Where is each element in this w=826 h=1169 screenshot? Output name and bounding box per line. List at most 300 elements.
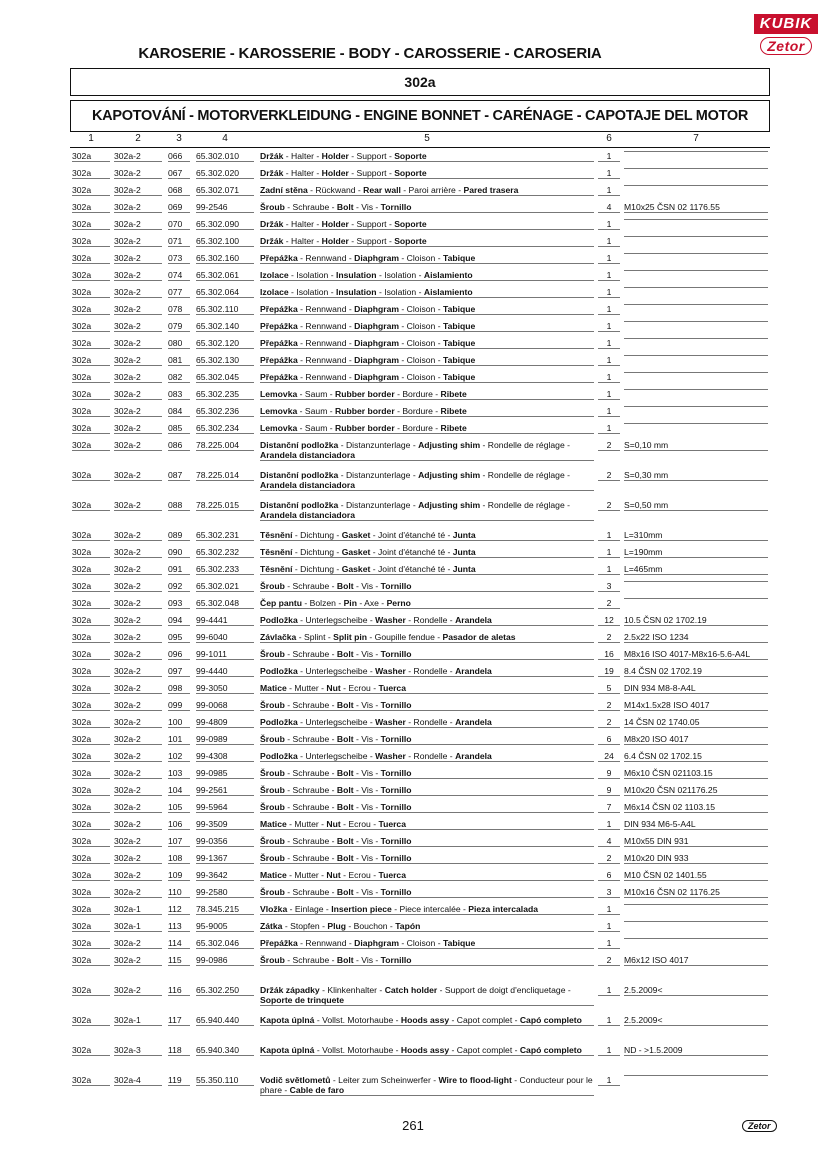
description-part: - Support -	[348, 236, 395, 246]
table-row	[70, 500, 770, 530]
description-part: Soporte	[394, 151, 427, 161]
cell-description	[260, 338, 594, 349]
cell-c2: 302a-2	[114, 887, 162, 898]
cell-c6: 9	[598, 785, 620, 796]
description-part: Capó completo	[519, 1045, 582, 1055]
cell-c1: 302a	[72, 598, 110, 609]
cell-description	[260, 938, 594, 949]
cell-c6: 12	[598, 615, 620, 626]
table-row	[70, 938, 770, 955]
cell-c7: M6x14 ČSN 02 1103.15	[624, 802, 768, 813]
cell-c1: 302a	[72, 785, 110, 796]
cell-description	[260, 500, 594, 521]
cell-c6: 1	[598, 1075, 620, 1086]
description-part: Holder	[321, 168, 349, 178]
description-part: - Ecrou -	[340, 870, 379, 880]
cell-c1: 302a	[72, 985, 110, 996]
table-row	[70, 581, 770, 598]
cell-c1: 302a	[72, 321, 110, 332]
cell-c4: 99-2546	[196, 202, 254, 213]
cell-c2: 302a-2	[114, 168, 162, 179]
cell-c6: 1	[598, 287, 620, 298]
cell-c7	[624, 598, 768, 599]
cell-c3: 101	[168, 734, 190, 745]
description-part: Tabique	[442, 355, 476, 365]
description-part: - Schraube -	[284, 955, 337, 965]
description-part: - Isolation -	[288, 270, 336, 280]
cell-c6: 24	[598, 751, 620, 762]
description-part: Diaphgram	[354, 372, 400, 382]
cell-c7	[624, 389, 768, 390]
description-part: Matice	[260, 819, 287, 829]
description-part: Závlačka	[260, 632, 297, 642]
cell-c6: 1	[598, 270, 620, 281]
cell-c2: 302a-2	[114, 581, 162, 592]
table-row	[70, 985, 770, 1015]
description-part: Šroub	[260, 785, 285, 795]
cell-description	[260, 768, 594, 779]
cell-c2: 302a-2	[114, 270, 162, 281]
cell-description	[260, 700, 594, 711]
description-part: - Rondelle de réglage -	[480, 440, 570, 450]
cell-c4: 99-3642	[196, 870, 254, 881]
cell-c3: 094	[168, 615, 190, 626]
cell-c2: 302a-2	[114, 985, 162, 996]
description-part: Izolace	[260, 287, 289, 297]
table-row	[70, 270, 770, 287]
cell-c7: M10 ČSN 02 1401.55	[624, 870, 768, 881]
cell-c7: L=465mm	[624, 564, 768, 575]
description-part: Tornillo	[380, 887, 412, 897]
cell-c2: 302a-2	[114, 955, 162, 966]
cell-description	[260, 955, 594, 966]
description-part: - Ecrou -	[340, 819, 379, 829]
cell-c7: 2.5.2009<	[624, 985, 768, 996]
description-part: - Schraube -	[284, 700, 337, 710]
cell-description	[260, 683, 594, 694]
cell-c1: 302a	[72, 904, 110, 915]
description-part: Diaphgram	[354, 253, 400, 263]
cell-c4: 95-9005	[196, 921, 254, 932]
description-part: - Rennwand -	[297, 372, 355, 382]
description-part: Bolt	[336, 802, 354, 812]
cell-c2: 302a-2	[114, 683, 162, 694]
description-part: Držák	[260, 219, 284, 229]
table-row	[70, 202, 770, 219]
description-part: Distanční podložka	[260, 440, 339, 450]
cell-c7	[624, 321, 768, 322]
cell-c1: 302a	[72, 717, 110, 728]
description-part: - Vis -	[353, 768, 381, 778]
description-part: Tapón	[395, 921, 421, 931]
description-part: - Joint d'étanché té -	[370, 530, 453, 540]
cell-c6: 6	[598, 734, 620, 745]
description-part: Šroub	[260, 768, 285, 778]
cell-description	[260, 836, 594, 847]
cell-c1: 302a	[72, 219, 110, 230]
cell-c1: 302a	[72, 253, 110, 264]
cell-c3: 074	[168, 270, 190, 281]
cell-c6: 16	[598, 649, 620, 660]
cell-c2: 302a-2	[114, 547, 162, 558]
cell-c2: 302a-2	[114, 785, 162, 796]
cell-c2: 302a-2	[114, 853, 162, 864]
description-part: Nut	[326, 819, 341, 829]
cell-c1: 302a	[72, 500, 110, 511]
cell-description	[260, 440, 594, 461]
description-part: - Halter -	[283, 151, 322, 161]
description-part: - Schraube -	[284, 802, 337, 812]
description-part: Washer	[375, 717, 406, 727]
cell-description	[260, 666, 594, 677]
cell-description	[260, 202, 594, 213]
cell-description	[260, 304, 594, 315]
cell-c3: 109	[168, 870, 190, 881]
description-part: Diaphgram	[354, 321, 400, 331]
cell-description	[260, 870, 594, 881]
cell-c7: M10x25 ČSN 02 1176.55	[624, 202, 768, 213]
column-header: 5	[424, 133, 430, 144]
description-part: Vodič světlometů	[260, 1075, 331, 1085]
description-part: Arandela distanciadora	[260, 510, 356, 520]
cell-c6: 2	[598, 955, 620, 966]
table-row	[70, 870, 770, 887]
cell-c4: 65.302.046	[196, 938, 254, 949]
cell-c6: 2	[598, 700, 620, 711]
cell-c4: 65.302.064	[196, 287, 254, 298]
cell-c1: 302a	[72, 887, 110, 898]
description-part: - Axe -	[356, 598, 387, 608]
description-part: - Vis -	[353, 734, 381, 744]
zetor-logo: Zetor	[760, 37, 812, 55]
cell-c7: 14 ČSN 02 1740.05	[624, 717, 768, 728]
description-part: Tornillo	[380, 768, 412, 778]
cell-c7: S=0,10 mm	[624, 440, 768, 451]
cell-c6: 1	[598, 372, 620, 383]
cell-c7	[624, 219, 768, 220]
description-part: - Unterlegscheibe -	[297, 615, 376, 625]
page-title: KAROSERIE - KAROSSERIE - BODY - CAROSSERIE - CAROSERIA	[138, 45, 602, 62]
description-part: Rubber border	[335, 406, 395, 416]
description-part: Adjusting shim	[418, 470, 481, 480]
column-header: 2	[135, 133, 141, 144]
cell-c1: 302a	[72, 853, 110, 864]
description-part: Šroub	[260, 955, 285, 965]
cell-c1: 302a	[72, 304, 110, 315]
table-row	[70, 151, 770, 168]
cell-c3: 118	[168, 1045, 190, 1056]
cell-c6: 1	[598, 1015, 620, 1026]
description-part: Plug	[327, 921, 346, 931]
cell-c3: 084	[168, 406, 190, 417]
cell-c6: 3	[598, 887, 620, 898]
cell-c2: 302a-2	[114, 632, 162, 643]
cell-c4: 65.940.440	[196, 1015, 254, 1026]
cell-c7: M10x16 ČSN 02 1176.25	[624, 887, 768, 898]
description-part: - Conducteur pour le phare -	[260, 1075, 593, 1095]
cell-c4: 78.225.014	[196, 470, 254, 481]
table-row	[70, 751, 770, 768]
cell-c7	[624, 423, 768, 424]
description-part: Gasket	[341, 530, 371, 540]
kubik-zetor-logo	[754, 14, 818, 62]
cell-c3: 096	[168, 649, 190, 660]
cell-c1: 302a	[72, 955, 110, 966]
cell-c1: 302a	[72, 1015, 110, 1026]
description-part: - Support -	[348, 219, 395, 229]
table-row	[70, 768, 770, 785]
description-part: - Einlage -	[287, 904, 332, 914]
description-part: Soporte	[394, 236, 427, 246]
description-part: Držák západky	[260, 985, 320, 995]
description-part: - Piece intercalée -	[391, 904, 469, 914]
cell-c7	[624, 151, 768, 152]
cell-c1: 302a	[72, 564, 110, 575]
cell-c7	[624, 921, 768, 922]
column-header-row	[70, 133, 770, 148]
table-row	[70, 470, 770, 500]
cell-c6: 2	[598, 632, 620, 643]
cell-c3: 108	[168, 853, 190, 864]
description-part: Držák	[260, 168, 284, 178]
description-part: Hoods assy	[400, 1015, 450, 1025]
description-part: - Rennwand -	[297, 321, 355, 331]
description-part: Diaphgram	[354, 304, 400, 314]
cell-c3: 095	[168, 632, 190, 643]
cell-description	[260, 1045, 594, 1056]
cell-c2: 302a-2	[114, 470, 162, 481]
cell-c3: 102	[168, 751, 190, 762]
cell-c1: 302a	[72, 530, 110, 541]
cell-c4: 65.302.120	[196, 338, 254, 349]
cell-description	[260, 887, 594, 898]
cell-description	[260, 253, 594, 264]
description-part: - Support de doigt d'encliquetage -	[437, 985, 571, 995]
description-part: Arandela	[455, 751, 492, 761]
cell-c4: 65.302.048	[196, 598, 254, 609]
description-part: - Distanzunterlage -	[338, 440, 419, 450]
cell-c3: 083	[168, 389, 190, 400]
description-part: - Vis -	[353, 700, 381, 710]
cell-c4: 65.302.061	[196, 270, 254, 281]
cell-c6: 2	[598, 598, 620, 609]
cell-c2: 302a-2	[114, 185, 162, 196]
cell-c2: 302a-2	[114, 355, 162, 366]
cell-c1: 302a	[72, 1045, 110, 1056]
description-part: Pieza intercalada	[468, 904, 539, 914]
description-part: - Rennwand -	[297, 355, 355, 365]
description-part: - Saum -	[297, 406, 335, 416]
description-part: Washer	[375, 751, 406, 761]
description-part: Diaphgram	[354, 355, 400, 365]
cell-c7	[624, 236, 768, 237]
description-part: Podložka	[260, 666, 298, 676]
cell-c3: 085	[168, 423, 190, 434]
description-part: - Splint -	[296, 632, 334, 642]
description-part: Tabique	[442, 338, 476, 348]
description-part: Šroub	[260, 202, 285, 212]
cell-c4: 65.302.160	[196, 253, 254, 264]
description-part: Těsnění	[260, 564, 293, 574]
cell-c1: 302a	[72, 406, 110, 417]
description-part: - Isolation -	[376, 287, 424, 297]
cell-c3: 087	[168, 470, 190, 481]
cell-c4: 99-5964	[196, 802, 254, 813]
description-part: Tabique	[442, 304, 476, 314]
description-part: Junta	[452, 547, 476, 557]
cell-c1: 302a	[72, 836, 110, 847]
table-row	[70, 185, 770, 202]
cell-c3: 071	[168, 236, 190, 247]
cell-c3: 117	[168, 1015, 190, 1026]
description-part: Soporte	[394, 168, 427, 178]
cell-c2: 302a-2	[114, 819, 162, 830]
cell-c7: L=190mm	[624, 547, 768, 558]
cell-c2: 302a-2	[114, 202, 162, 213]
cell-c1: 302a	[72, 581, 110, 592]
description-part: Holder	[321, 151, 349, 161]
table-row	[70, 321, 770, 338]
description-part: Tornillo	[380, 649, 412, 659]
cell-c7	[624, 904, 768, 905]
cell-c6: 1	[598, 904, 620, 915]
cell-c6: 2	[598, 440, 620, 451]
description-part: - Vis -	[353, 887, 381, 897]
description-part: - Joint d'étanché té -	[370, 547, 453, 557]
cell-c4: 78.225.004	[196, 440, 254, 451]
cell-c7	[624, 168, 768, 169]
table-row	[70, 253, 770, 270]
table-row	[70, 700, 770, 717]
description-part: Ribete	[440, 389, 467, 399]
description-part: - Isolation -	[376, 270, 424, 280]
description-part: Soporte	[394, 219, 427, 229]
description-part: - Cloison -	[399, 355, 443, 365]
cell-c4: 99-2561	[196, 785, 254, 796]
description-part: Izolace	[260, 270, 289, 280]
cell-c7: S=0,50 mm	[624, 500, 768, 511]
description-part: - Bouchon -	[345, 921, 396, 931]
description-part: Držák	[260, 236, 284, 246]
table-row	[70, 819, 770, 836]
cell-c7: M8x20 ISO 4017	[624, 734, 768, 745]
cell-c7: M10x20 DIN 933	[624, 853, 768, 864]
description-part: Washer	[375, 615, 406, 625]
cell-c3: 079	[168, 321, 190, 332]
table-row	[70, 955, 770, 985]
cell-c6: 1	[598, 819, 620, 830]
cell-description	[260, 530, 594, 541]
description-part: Washer	[375, 666, 406, 676]
cell-c2: 302a-2	[114, 321, 162, 332]
table-row	[70, 632, 770, 649]
description-part: Gasket	[341, 547, 371, 557]
description-part: Rear wall	[363, 185, 401, 195]
cell-c2: 302a-2	[114, 938, 162, 949]
cell-c6: 1	[598, 1045, 620, 1056]
description-part: Arandela	[455, 717, 492, 727]
description-part: - Rondelle de réglage -	[480, 470, 570, 480]
cell-c3: 069	[168, 202, 190, 213]
cell-c6: 1	[598, 355, 620, 366]
zetor-footer-logo: Zetor	[742, 1120, 777, 1132]
table-row	[70, 406, 770, 423]
description-part: Lemovka	[260, 389, 298, 399]
description-part: Lemovka	[260, 423, 298, 433]
cell-c4: 65.940.340	[196, 1045, 254, 1056]
cell-c1: 302a	[72, 338, 110, 349]
description-part: Holder	[321, 219, 349, 229]
cell-c4: 99-0989	[196, 734, 254, 745]
description-part: Bolt	[336, 955, 354, 965]
cell-c6: 1	[598, 423, 620, 434]
table-row	[70, 649, 770, 666]
cell-c2: 302a-2	[114, 236, 162, 247]
cell-c2: 302a-2	[114, 564, 162, 575]
cell-c1: 302a	[72, 649, 110, 660]
cell-c6: 1	[598, 168, 620, 179]
cell-c3: 100	[168, 717, 190, 728]
description-part: Hoods assy	[400, 1045, 450, 1055]
description-part: - Unterlegscheibe -	[297, 751, 376, 761]
cell-description	[260, 819, 594, 830]
cell-description	[260, 717, 594, 728]
cell-c2: 302a-2	[114, 389, 162, 400]
description-part: Podložka	[260, 717, 298, 727]
table-row	[70, 372, 770, 389]
cell-c2: 302a-1	[114, 1015, 162, 1026]
description-part: Vložka	[260, 904, 288, 914]
description-part: - Vis -	[353, 955, 381, 965]
description-part: - Schraube -	[284, 581, 337, 591]
description-part: - Mutter -	[286, 819, 327, 829]
description-part: Šroub	[260, 581, 285, 591]
cell-description	[260, 598, 594, 609]
description-part: Bolt	[336, 734, 354, 744]
cell-c7	[624, 372, 768, 373]
description-part: Šroub	[260, 802, 285, 812]
description-part: - Vis -	[353, 853, 381, 863]
cell-c1: 302a	[72, 202, 110, 213]
cell-c3: 093	[168, 598, 190, 609]
description-part: Nut	[326, 683, 341, 693]
description-part: - Ecrou -	[340, 683, 379, 693]
cell-c4: 99-4809	[196, 717, 254, 728]
cell-c6: 1	[598, 389, 620, 400]
cell-c1: 302a	[72, 683, 110, 694]
cell-c7: DIN 934 M6-5-A4L	[624, 819, 768, 830]
table-row	[70, 564, 770, 581]
description-part: Split pin	[333, 632, 368, 642]
description-part: Wire to flood-light	[438, 1075, 512, 1085]
cell-c7: M10x55 DIN 931	[624, 836, 768, 847]
description-part: - Leiter zum Scheinwerfer -	[330, 1075, 439, 1085]
cell-description	[260, 185, 594, 196]
description-part: Čep pantu	[260, 598, 303, 608]
cell-c7	[624, 338, 768, 339]
cell-description	[260, 321, 594, 332]
description-part: Nut	[326, 870, 341, 880]
description-part: Bolt	[336, 581, 354, 591]
cell-c6: 1	[598, 219, 620, 230]
cell-c7	[624, 185, 768, 186]
cell-c2: 302a-2	[114, 304, 162, 315]
description-part: Diaphgram	[354, 938, 400, 948]
cell-c6: 1	[598, 151, 620, 162]
cell-c4: 99-4440	[196, 666, 254, 677]
description-part: Bolt	[336, 700, 354, 710]
description-part: Podložka	[260, 751, 298, 761]
